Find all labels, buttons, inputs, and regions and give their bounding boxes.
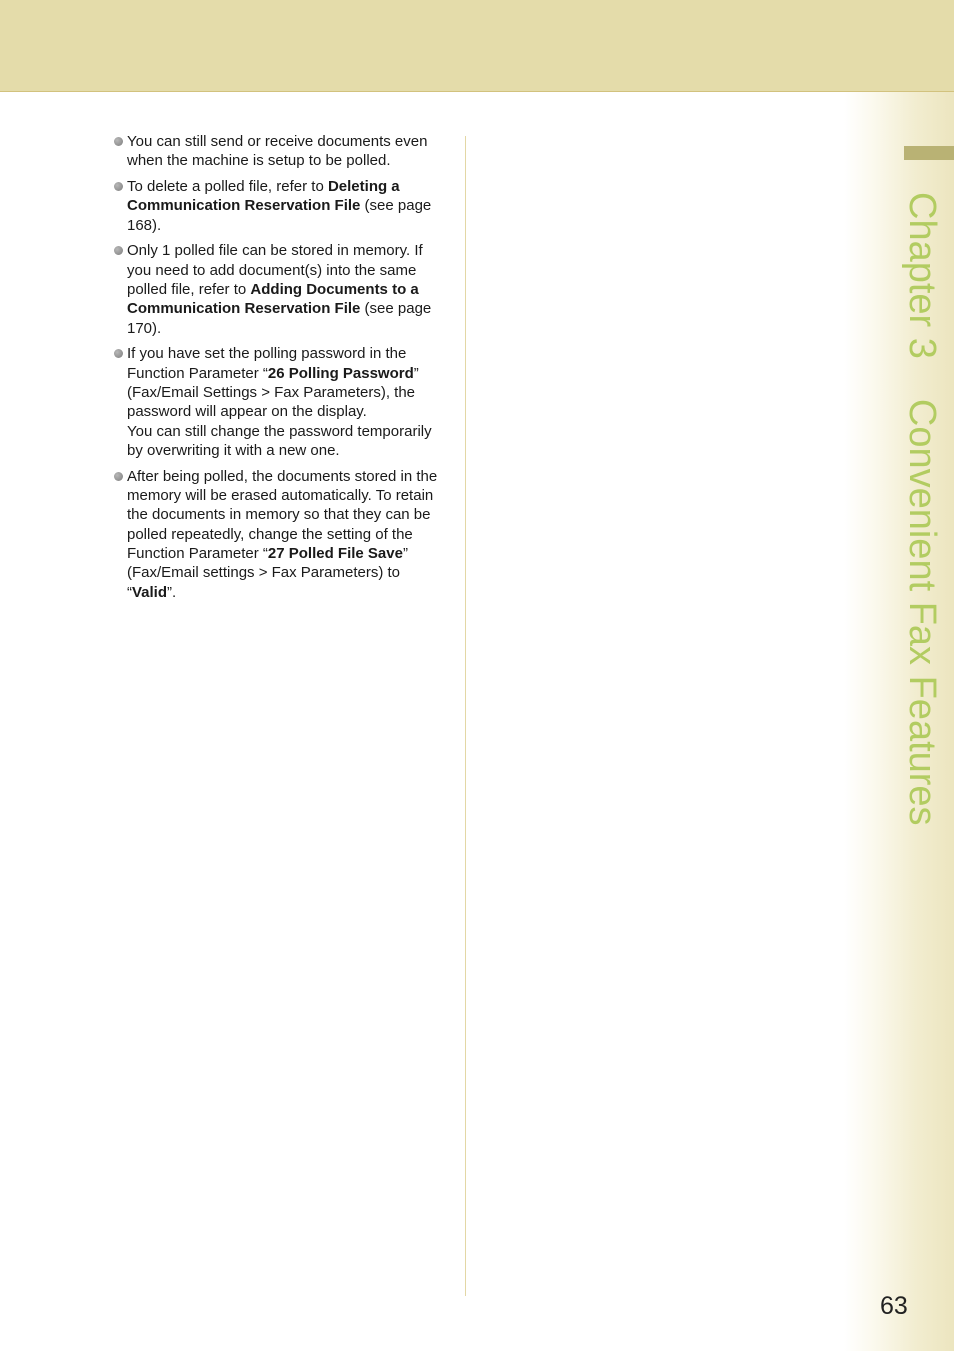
note-item — [114, 132, 444, 171]
note-emphasis: Deleting a Communication Reservation File — [127, 178, 400, 215]
bullet-icon — [114, 246, 123, 255]
note-text: You can still change the password temporarily by overwriting it with a new one. — [127, 422, 432, 459]
note-item — [114, 344, 444, 460]
note-text: To delete a polled file, refer to — [127, 178, 328, 196]
note-text: After being polled, the documents stored in the memory will be erased automatically. To retain the documents in memory so that they can be polled repeatedly, change the setting of the Function Parameter “ — [127, 467, 438, 562]
note-text: (see page 168). — [127, 197, 432, 234]
note-item — [114, 177, 444, 235]
note-item — [114, 467, 444, 602]
note-emphasis: 27 Polled File Save — [267, 544, 403, 562]
page-number: 63 — [880, 1292, 908, 1320]
note-item — [114, 241, 444, 337]
note-text: ” (Fax/Email Settings > Fax Parameters), the password will appear on the display. — [127, 364, 419, 421]
column-divider — [465, 136, 466, 1296]
bullet-icon — [114, 349, 123, 358]
bullet-icon — [114, 137, 123, 146]
notes-list — [114, 132, 444, 608]
note-text: ” (Fax/Email settings > Fax Parameters) to “ — [127, 544, 408, 601]
note-text: If you have set the polling password in the Function Parameter “ — [127, 345, 407, 382]
note-emphasis: Valid — [132, 583, 168, 601]
note-text: (see page 170). — [127, 300, 432, 337]
chapter-tab-marker — [904, 146, 954, 160]
chapter-heading — [901, 192, 943, 826]
note-text: Only 1 polled file can be stored in memory. If you need to add document(s) into the same polled file, refer to — [127, 242, 423, 299]
note-text: ”. — [167, 583, 177, 601]
chapter-title: Convenient Fax Features — [901, 398, 943, 826]
note-emphasis: Adding Documents to a Communication Reservation File — [127, 281, 419, 318]
chapter-number: Chapter 3 — [901, 192, 943, 359]
header-band — [0, 0, 954, 92]
bullet-icon — [114, 182, 123, 191]
note-emphasis: 26 Polling Password — [267, 364, 414, 382]
bullet-icon — [114, 472, 123, 481]
note-text: You can still send or receive documents even when the machine is setup to be polled. — [127, 133, 428, 170]
